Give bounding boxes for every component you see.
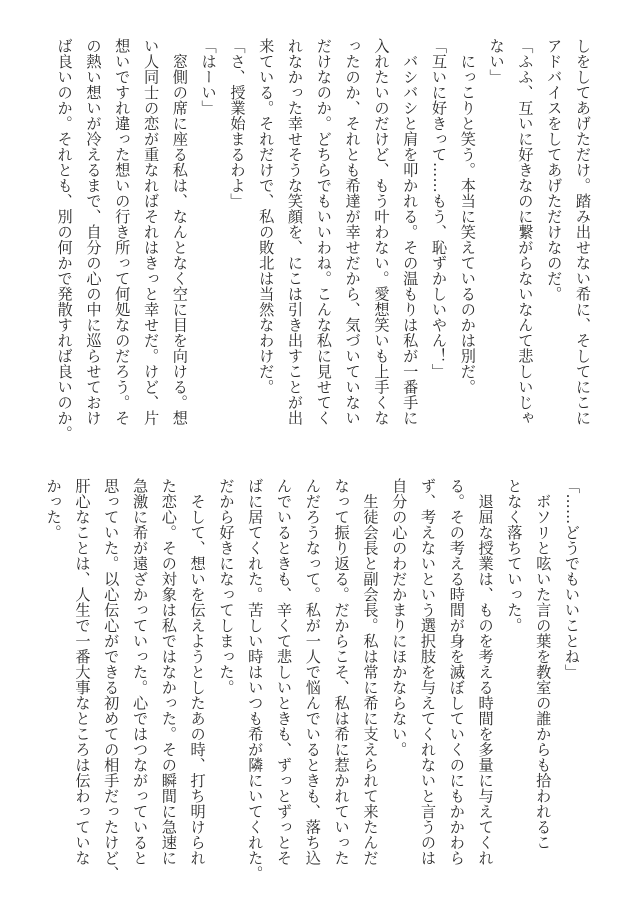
text-line: 「ふふ、互いに好きなのに繋がらないなんて悲しいじゃ: [516, 38, 535, 426]
text-line: た恋心。その対象は私ではなかった。その瞬間に急速に: [159, 478, 178, 866]
text-line: 来ている。それだけで、私の敗北は当然なわけだ。: [257, 38, 276, 395]
text-line: だけなのか。どちらでもいいわね。こんな私に見せてく: [314, 38, 333, 426]
text-line: 「さ、授業始まるわよ」: [228, 38, 247, 209]
text-line: となく落ちていった。: [505, 478, 524, 633]
text-line: 「……どうでもいいことね」: [563, 478, 581, 680]
text-line: ない」: [487, 38, 506, 85]
text-line: 退屈な授業は、ものを考える時間を多量に与えてくれ: [476, 478, 495, 866]
text-block-top: [50, 38, 597, 450]
text-line: ばに居てくれた。苦しい時はいつも希が隣にいてくれた。: [246, 478, 265, 881]
text-line: んだろうなって。私が一人で悩んでいるときも、落ち込: [303, 478, 322, 866]
text-line: にっこりと笑う。本当に笑えているのかは別だ。: [458, 38, 477, 395]
text-line: かった。: [44, 478, 63, 540]
text-line: れなかった幸せそうな笑顔を、にこは引き出すことが出: [286, 38, 305, 426]
text-line: ボソリと呟いた言の葉を教室の誰からも拾われるこ: [534, 478, 553, 850]
text-line: 肝心なことは、人生で一番大事なところは伝わっていな: [73, 478, 92, 866]
text-line: 自分の心のわだかまりにほかならない。: [390, 478, 409, 757]
text-line: い人同士の恋が重なればそれはきっと幸せだ。けど、片: [142, 38, 161, 426]
text-line: んでいるときも、辛くて悲しいときも、ずっとずっとそ: [275, 478, 294, 866]
text-line: ば良いのか。それとも、別の何かで発散すれば良いのか。: [55, 38, 74, 441]
text-line: アドバイスをしてあげただけなのだ。: [545, 38, 564, 302]
text-line: ったのか、それとも希達が幸せだから、気づいていない: [343, 38, 362, 426]
text-line: そして、想いを伝えようとしたあの時、打ち明けられ: [188, 478, 207, 866]
text-block-bottom: [39, 478, 586, 890]
text-line: 「はーい」: [199, 38, 218, 116]
text-line: 急激に希が遠ざかっていった。心ではつながっていると: [131, 478, 150, 866]
text-line: 「互いに好きって……もう、恥ずかしいやん！」: [430, 38, 449, 379]
text-line: しをしてあげただけ。踏み出せない希に、そしてにこに: [574, 38, 592, 426]
text-line: の熱い想いが冷えるまで、自分の心の中に巡らせておけ: [84, 38, 103, 426]
text-line: ず、考えないという選択肢を与えてくれないと言うのは: [419, 478, 438, 866]
text-line: 窓側の席に座る私は、なんとなく空に目を向ける。想: [170, 38, 189, 426]
text-line: なって振り返る。だからこそ、私は希に惹かれていった: [332, 478, 351, 866]
text-line: 思っていた。以心伝心ができる初めての相手だったけど、: [102, 478, 121, 881]
text-line: る。その考える時間が身を滅ぼしていくのにもかかわら: [447, 478, 466, 866]
text-line: 入れたいのだけど、もう叶わない。愛想笑いも上手くな: [372, 38, 391, 426]
text-line: だから好きになってしまった。: [217, 478, 236, 695]
text-line: 生徒会長と副会長。私は常に希に支えられて来たんだ: [361, 478, 380, 866]
text-line: 想いですれ違った想いの行き所って何処なのだろう。そ: [113, 38, 132, 426]
text-line: バシバシと肩を叩かれる。その温もりは私が一番手に: [401, 38, 420, 426]
